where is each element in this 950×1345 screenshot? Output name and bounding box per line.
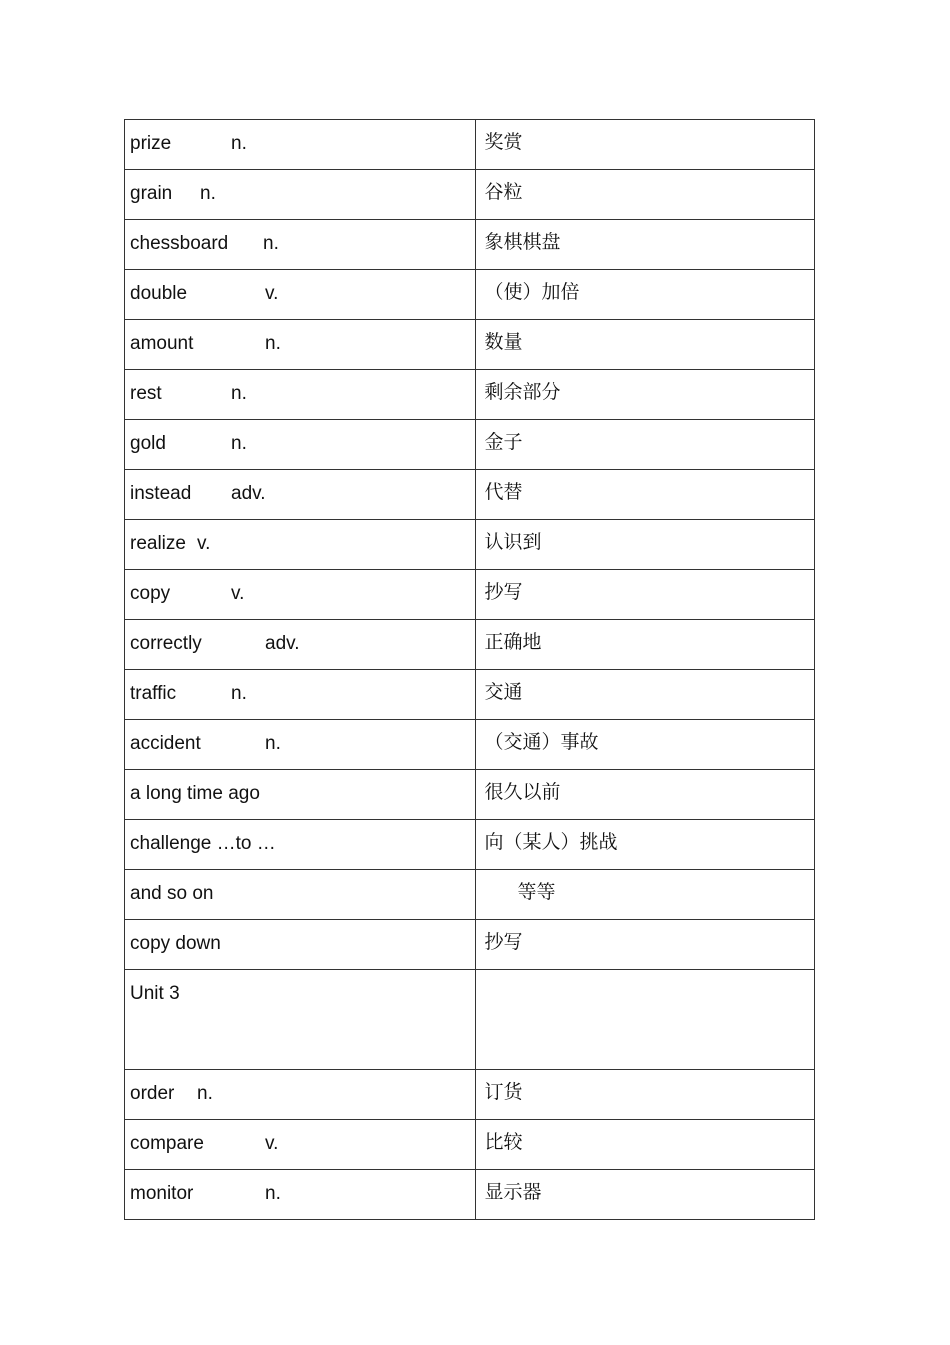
word-text: accident: [130, 733, 201, 754]
table-row: [125, 120, 815, 170]
word-cell: [125, 320, 476, 370]
part-of-speech: n.: [231, 133, 247, 154]
table-row: [125, 620, 815, 670]
table-row: [125, 920, 815, 970]
word-text: instead: [130, 483, 192, 504]
section-heading: Unit 3: [130, 983, 180, 1004]
word-text: realize: [130, 533, 186, 554]
meaning-cell: [475, 670, 815, 720]
meaning-text: 奖赏: [484, 131, 523, 153]
word-text: copy down: [130, 933, 221, 954]
part-of-speech: n.: [231, 683, 247, 704]
word-text: and so on: [130, 883, 214, 904]
table-row: [125, 1170, 815, 1220]
meaning-text: 象棋棋盘: [484, 231, 561, 253]
word-text: challenge …to …: [130, 833, 276, 854]
word-cell: [125, 220, 476, 270]
word-text: grain: [130, 183, 173, 204]
word-text: double: [130, 283, 188, 304]
word-cell: [125, 1070, 476, 1120]
meaning-cell: [475, 870, 815, 920]
meaning-cell: [475, 320, 815, 370]
meaning-cell: [475, 1070, 815, 1120]
word-text: copy: [130, 583, 171, 604]
word-text: gold: [130, 433, 166, 454]
meaning-text: 交通: [484, 681, 523, 703]
word-cell: [125, 770, 476, 820]
meaning-cell: [475, 620, 815, 670]
meaning-cell: [475, 1120, 815, 1170]
table-row: [125, 720, 815, 770]
meaning-text: 剩余部分: [484, 381, 561, 403]
part-of-speech: n.: [265, 1183, 281, 1204]
word-text: chessboard: [130, 233, 229, 254]
meaning-cell: [475, 570, 815, 620]
meaning-text: 抄写: [484, 931, 523, 953]
meaning-cell: [475, 820, 815, 870]
meaning-text: 向（某人）挑战: [484, 831, 618, 853]
section-heading-row: [125, 970, 815, 1070]
word-cell: [125, 870, 476, 920]
vocabulary-body: [125, 120, 815, 1220]
word-text: monitor: [130, 1183, 194, 1204]
meaning-text: 数量: [484, 331, 523, 353]
meaning-text: 谷粒: [484, 181, 523, 203]
table-row: [125, 170, 815, 220]
word-text: amount: [130, 333, 194, 354]
part-of-speech: v.: [265, 1133, 279, 1154]
word-text: a long time ago: [130, 783, 260, 804]
word-cell: [125, 370, 476, 420]
table-row: [125, 420, 815, 470]
part-of-speech: n.: [263, 233, 279, 254]
meaning-text: 比较: [484, 1131, 523, 1153]
meaning-cell: [475, 920, 815, 970]
meaning-text: 金子: [484, 431, 523, 453]
table-row: [125, 770, 815, 820]
meaning-text: 订货: [484, 1081, 523, 1103]
part-of-speech: v.: [265, 283, 279, 304]
meaning-cell: [475, 370, 815, 420]
word-cell: [125, 720, 476, 770]
word-text: order: [130, 1083, 175, 1104]
meaning-text: 代替: [484, 481, 523, 503]
table-row: [125, 220, 815, 270]
table-row: [125, 570, 815, 620]
table-row: [125, 670, 815, 720]
meaning-cell: [475, 170, 815, 220]
word-cell: [125, 820, 476, 870]
table-row: [125, 270, 815, 320]
word-cell: [125, 120, 476, 170]
table-row: [125, 320, 815, 370]
word-cell: [125, 420, 476, 470]
word-text: traffic: [130, 683, 177, 704]
word-text: rest: [130, 383, 162, 404]
table-row: [125, 470, 815, 520]
part-of-speech: n.: [231, 383, 247, 404]
word-cell: [125, 970, 476, 1070]
part-of-speech: v.: [197, 533, 211, 554]
part-of-speech: n.: [200, 183, 216, 204]
meaning-text: 很久以前: [484, 781, 561, 803]
meaning-cell: [475, 520, 815, 570]
meaning-text: 显示器: [484, 1181, 542, 1203]
meaning-text: 认识到: [484, 531, 542, 553]
meaning-cell: [475, 220, 815, 270]
part-of-speech: adv.: [265, 633, 300, 654]
word-text: prize: [130, 133, 172, 154]
part-of-speech: adv.: [231, 483, 266, 504]
meaning-text: 等等: [517, 881, 556, 903]
word-cell: [125, 270, 476, 320]
word-cell: [125, 620, 476, 670]
meaning-text: 正确地: [484, 631, 542, 653]
part-of-speech: n.: [265, 733, 281, 754]
word-text: compare: [130, 1133, 204, 1154]
meaning-cell: [475, 720, 815, 770]
vocabulary-table: [124, 119, 815, 1220]
table-row: [125, 1070, 815, 1120]
table-row: [125, 520, 815, 570]
meaning-cell: [475, 1170, 815, 1220]
meaning-text: （交通）事故: [484, 731, 599, 753]
part-of-speech: v.: [231, 583, 245, 604]
word-cell: [125, 570, 476, 620]
meaning-cell: [475, 970, 815, 1070]
meaning-cell: [475, 420, 815, 470]
word-cell: [125, 670, 476, 720]
meaning-text: 抄写: [484, 581, 523, 603]
meaning-cell: [475, 120, 815, 170]
word-cell: [125, 1120, 476, 1170]
table-row: [125, 820, 815, 870]
word-cell: [125, 920, 476, 970]
part-of-speech: n.: [231, 433, 247, 454]
word-cell: [125, 170, 476, 220]
table-row: [125, 370, 815, 420]
word-cell: [125, 520, 476, 570]
meaning-cell: [475, 270, 815, 320]
table-row: [125, 870, 815, 920]
part-of-speech: n.: [265, 333, 281, 354]
meaning-cell: [475, 770, 815, 820]
word-cell: [125, 470, 476, 520]
meaning-cell: [475, 470, 815, 520]
word-cell: [125, 1170, 476, 1220]
word-text: correctly: [130, 633, 202, 654]
part-of-speech: n.: [197, 1083, 213, 1104]
table-row: [125, 1120, 815, 1170]
meaning-text: （使）加倍: [484, 281, 580, 303]
